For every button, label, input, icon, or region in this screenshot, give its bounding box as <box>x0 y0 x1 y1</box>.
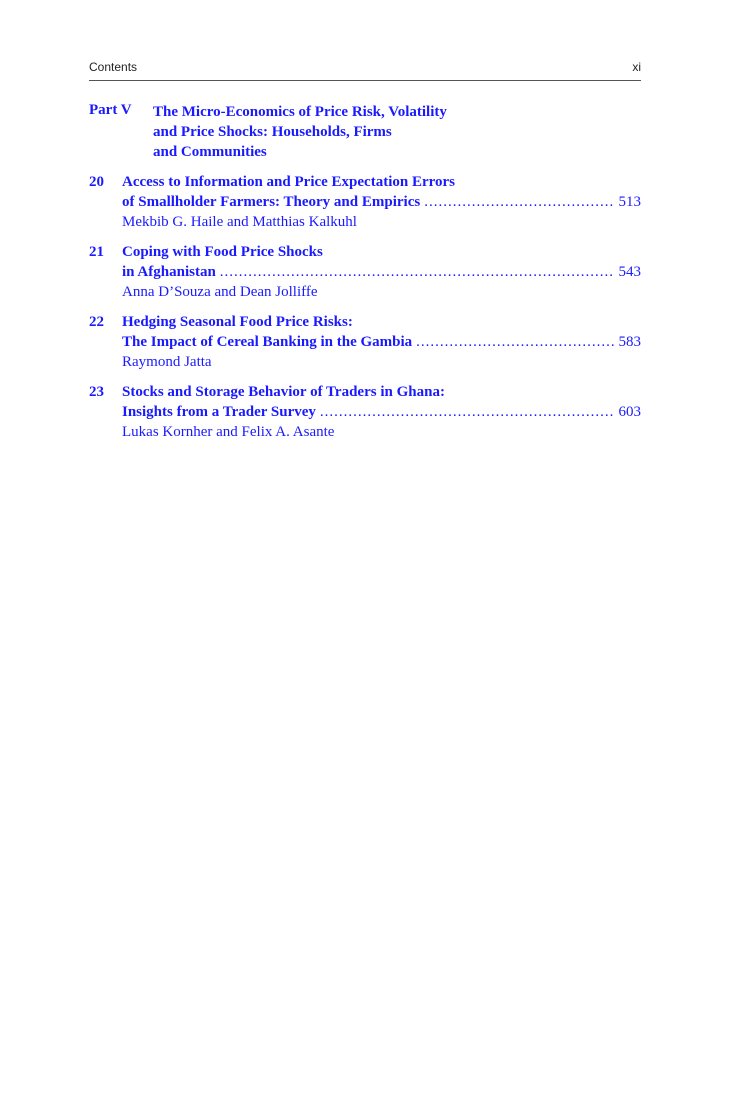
running-header-section: Contents <box>89 60 138 74</box>
dot-leader <box>416 332 614 352</box>
chapter-page-number[interactable]: 583 <box>618 334 641 350</box>
chapter-authors: Mekbib G. Haile and Matthias Kalkuhl <box>122 214 357 230</box>
chapter-title-line2[interactable]: in Afghanistan <box>122 264 216 280</box>
chapter-number: 22 <box>89 314 104 330</box>
page-number: xi <box>632 60 641 74</box>
dot-leader <box>320 402 615 422</box>
chapter-title-line1[interactable]: Stocks and Storage Behavior of Traders in Ghana: <box>122 384 445 400</box>
chapter-authors: Lukas Kornher and Felix A. Asante <box>122 424 335 440</box>
dot-leader <box>424 192 614 212</box>
chapter-page-number[interactable]: 513 <box>618 194 641 210</box>
chapter-title-line2[interactable]: of Smallholder Farmers: Theory and Empirics <box>122 194 421 210</box>
chapter-authors: Anna D’Souza and Dean Jolliffe <box>122 284 318 300</box>
chapter-number: 23 <box>89 384 104 400</box>
chapter-title-line2-row <box>122 402 641 422</box>
chapter-page-number[interactable]: 603 <box>618 404 641 420</box>
running-header <box>89 60 641 81</box>
chapter-authors: Raymond Jatta <box>122 354 212 370</box>
chapter-title-line2[interactable]: Insights from a Trader Survey <box>122 404 316 420</box>
chapter-title-line1[interactable]: Access to Information and Price Expectation Errors <box>122 174 456 190</box>
part-title: The Micro-Economics of Price Risk, Volatility and Price Shocks: Households, Firms and Communities <box>153 104 447 160</box>
chapter-number: 21 <box>89 244 104 260</box>
chapter-page-number[interactable]: 543 <box>618 264 641 280</box>
chapter-title-line2[interactable]: The Impact of Cereal Banking in the Gambia <box>122 334 413 350</box>
chapter-title-line1[interactable]: Hedging Seasonal Food Price Risks: <box>122 314 353 330</box>
chapter-number: 20 <box>89 174 104 190</box>
chapter-title-line2-row <box>122 262 641 282</box>
chapter-title-line2-row <box>122 192 641 212</box>
chapter-title-line2-row <box>122 332 641 352</box>
part-label: Part V <box>89 102 132 118</box>
chapter-title-line1[interactable]: Coping with Food Price Shocks <box>122 244 323 260</box>
dot-leader <box>220 262 615 282</box>
